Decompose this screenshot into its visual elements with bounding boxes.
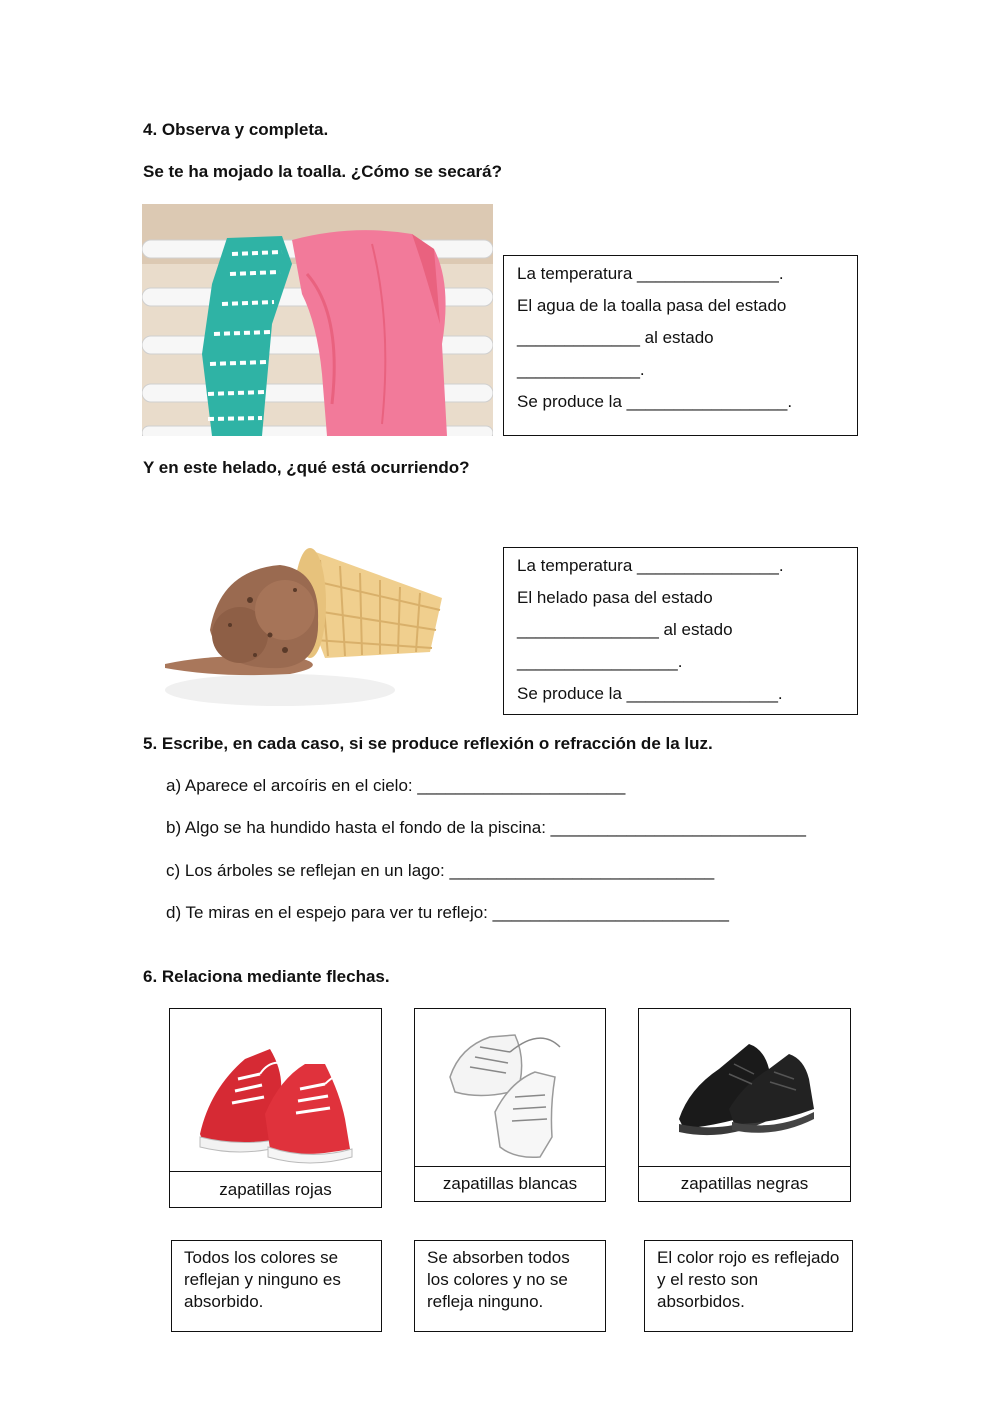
towel-line-4: _____________. <box>517 360 645 379</box>
white-shoes-image <box>440 1017 580 1162</box>
ice-line-1: La temperatura _______________. <box>517 556 784 575</box>
card-white-shoes <box>414 1008 606 1202</box>
question-towel: Se te ha mojado la toalla. ¿Cómo se secará? <box>143 162 503 181</box>
card-black-shoes <box>638 1008 851 1202</box>
ice-cream-image <box>160 540 445 712</box>
description-all-absorbed: Se absorben todos los colores y no se refleja ninguno. <box>414 1240 606 1332</box>
card-red-shoes <box>169 1008 382 1208</box>
towel-line-3: _____________ al estado <box>517 328 714 347</box>
card-label-black: zapatillas negras <box>639 1166 850 1202</box>
towel-line-5: Se produce la _________________. <box>517 392 793 411</box>
ice-line-5: Se produce la ________________. <box>517 684 783 703</box>
section-6-title: 6. Relaciona mediante flechas. <box>143 967 390 986</box>
towel-answer-box <box>503 255 858 436</box>
ice-line-3: _______________ al estado <box>517 620 733 639</box>
description-red-reflected: El color rojo es reflejado y el resto son absorbidos. <box>644 1240 853 1332</box>
section-4-title: 4. Observa y completa. <box>143 120 329 139</box>
card-label-white: zapatillas blancas <box>415 1166 605 1202</box>
ice-cream-answer-box <box>503 547 858 715</box>
item-b: b) Algo se ha hundido hasta el fondo de la piscina: ___________________________ <box>166 818 806 837</box>
item-c: c) Los árboles se reflejan en un lago: ____________________________ <box>166 861 715 880</box>
card-label-red: zapatillas rojas <box>170 1171 381 1208</box>
ice-line-2: El helado pasa del estado <box>517 588 713 607</box>
towel-line-1: La temperatura _______________. <box>517 264 784 283</box>
question-ice-cream: Y en este helado, ¿qué está ocurriendo? <box>143 458 470 477</box>
towel-line-2: El agua de la toalla pasa del estado <box>517 296 787 315</box>
black-shoes-image <box>674 1024 819 1144</box>
item-a: a) Aparece el arcoíris en el cielo: ______________________ <box>166 776 626 795</box>
description-all-reflected: Todos los colores se reflejan y ninguno es absorbido. <box>171 1240 382 1332</box>
red-shoes-image <box>190 1019 360 1169</box>
towel-image <box>142 204 493 436</box>
item-d: d) Te miras en el espejo para ver tu reflejo: _________________________ <box>166 903 729 922</box>
section-5-title: 5. Escribe, en cada caso, si se produce reflexión o refracción de la luz. <box>143 734 713 753</box>
ice-line-4: _________________. <box>517 652 683 671</box>
